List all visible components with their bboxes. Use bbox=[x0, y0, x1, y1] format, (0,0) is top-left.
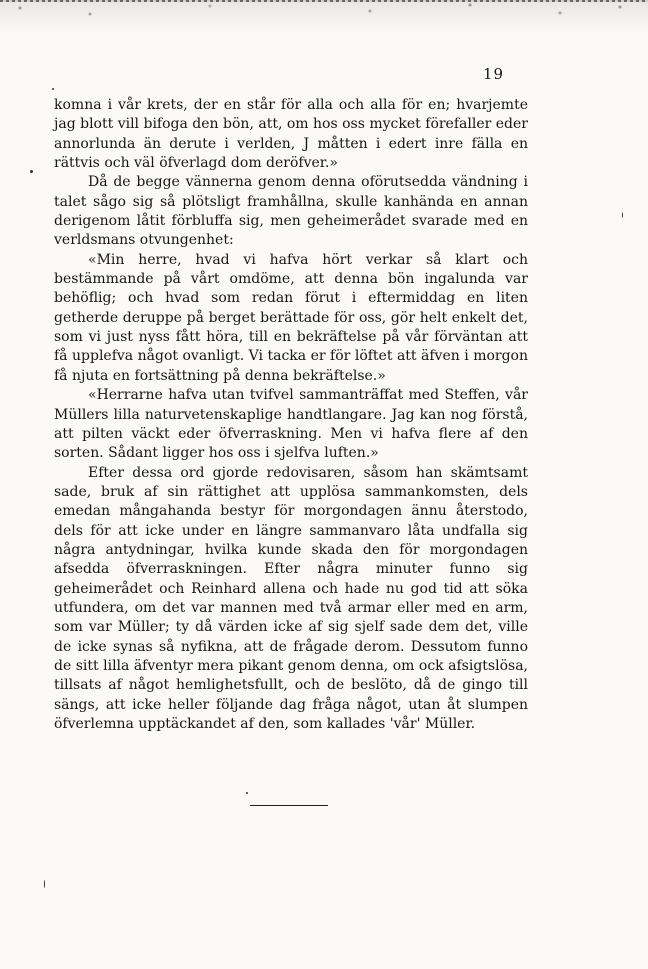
scan-speck bbox=[52, 88, 54, 90]
body-text bbox=[54, 96, 528, 734]
paragraph-1: komna i vår krets, der en står för alla och alla för en; hvarjemte jag blott vill bifoga den bön, att, om hos oss mycket förefaller eder annorlunda än derute i verlden, J måtten i edert inre fälla en rättvis och väl öfverlagd dom deröfver.» bbox=[54, 97, 528, 172]
paragraph-2: Då de begge vännerna genom denna oförutsedda vändning i talet sågo sig så plötsligt framhållna, skulle kanhända en annan derigenom låtit förbluffa sig, men geheimerådet svarade med en verldsmans otvungenhet: bbox=[54, 174, 528, 249]
scan-speck bbox=[246, 792, 248, 794]
scan-speck bbox=[44, 880, 45, 888]
scan-speck bbox=[622, 212, 623, 218]
paragraph-4: «Herrarne hafva utan tvifvel sammanträffat med Steffen, vår Müllers lilla naturvetenskaplige handtlangare. Jag kan nog förstå, att pilten väckt eder öfverraskning. Men vi hafva flere af den sorten. Sådant ligger hos oss i sjelfva luften.» bbox=[54, 387, 528, 462]
page-number: 19 bbox=[483, 65, 505, 83]
section-separator bbox=[250, 805, 328, 806]
scan-edge-noise bbox=[0, 0, 648, 34]
scan-speck bbox=[30, 170, 33, 173]
paragraph-5: Efter dessa ord gjorde redovisaren, såsom han skämtsamt sade, bruk af sin rättighet att upplösa sammankomsten, dels emedan mångahanda bestyr för morgondagen ännu återstodo, dels för att icke under en längre sammanvaro låta undfalla sig några antydningar, hvilka kunde skada den för morgondagen afsedda öfverraskningen. Efter några minuter funno sig geheimerådet och Reinhard allena och hade nu god tid att söka utfundera, om det var mannen med två armar eller med en arm, som var Müller; ty då värden icke af sig sjelf sade dem det, ville de icke synas så nyfikna, att de frågade derom. Dessutom funno de sitt lilla äfventyr mera pikant genom denna, om ock afsigtslösa, tillsats af något hemlighetsfullt, och de beslöto, då de gingo till sängs, att icke heller följande dag fråga något, utan åt slumpen öfverlemna upptäckandet af den, som kallades 'vår' Müller. bbox=[54, 464, 528, 732]
paragraph-3: «Min herre, hvad vi hafva hört verkar så klart och bestämmande på vårt omdöme, att denna bön ingalunda var behöflig; och hvad som redan förut i eftermiddag en liten getherde deruppe på berget berättade för oss, gör helt enkelt det, som vi just nyss fått höra, till en bekräftelse på vår förväntan att få upplefva något ovanligt. Vi tacka er för löftet att äfven i morgon få njuta en fortsättning på denna bekräftelse.» bbox=[54, 251, 528, 384]
